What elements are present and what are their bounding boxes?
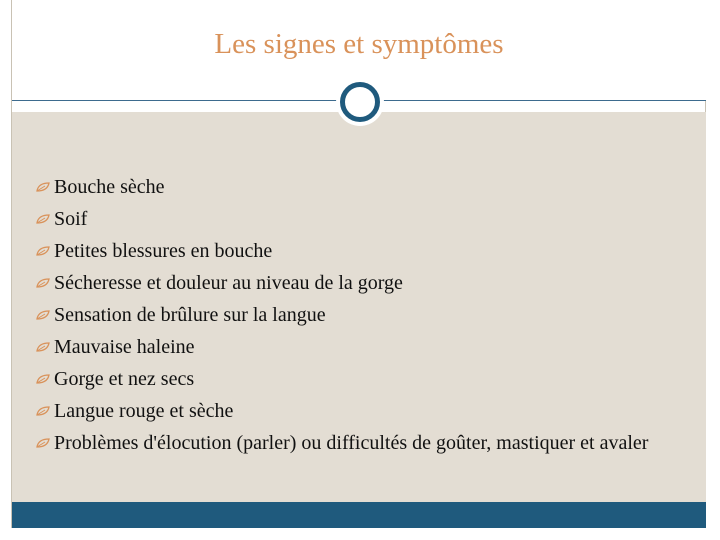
bullet-text: Mauvaise haleine xyxy=(54,336,195,358)
divider-circle-icon xyxy=(340,82,380,122)
list-item xyxy=(36,175,696,199)
bullet-text: Bouche sèche xyxy=(54,176,165,198)
bullet-text: Langue rouge et sèche xyxy=(54,400,234,422)
list-item xyxy=(36,431,696,455)
bullet-text: Petites blessures en bouche xyxy=(54,240,273,262)
bullet-text: Sécheresse et douleur au niveau de la gorge xyxy=(54,272,403,294)
list-item xyxy=(36,207,696,231)
bullet-text: Problèmes d'élocution (parler) ou difficultés de goûter, mastiquer et avaler xyxy=(54,432,649,454)
list-item xyxy=(36,239,696,263)
bullet-text: Gorge et nez secs xyxy=(54,368,195,390)
leaf-bullet-icon xyxy=(36,278,50,288)
list-item xyxy=(36,367,696,391)
bullet-list xyxy=(36,175,696,463)
footer-bar xyxy=(12,502,706,528)
leaf-bullet-icon xyxy=(36,214,50,224)
list-item xyxy=(36,335,696,359)
list-item xyxy=(36,271,696,295)
bullet-text: Soif xyxy=(54,208,88,230)
leaf-bullet-icon xyxy=(36,374,50,384)
list-item xyxy=(36,399,696,423)
leaf-bullet-icon xyxy=(36,438,50,448)
leaf-bullet-icon xyxy=(36,406,50,416)
list-item xyxy=(36,303,696,327)
bullet-text: Sensation de brûlure sur la langue xyxy=(54,304,326,326)
leaf-bullet-icon xyxy=(36,182,50,192)
leaf-bullet-icon xyxy=(36,310,50,320)
leaf-bullet-icon xyxy=(36,246,50,256)
leaf-bullet-icon xyxy=(36,342,50,352)
slide-title: Les signes et symptômes xyxy=(214,28,504,60)
